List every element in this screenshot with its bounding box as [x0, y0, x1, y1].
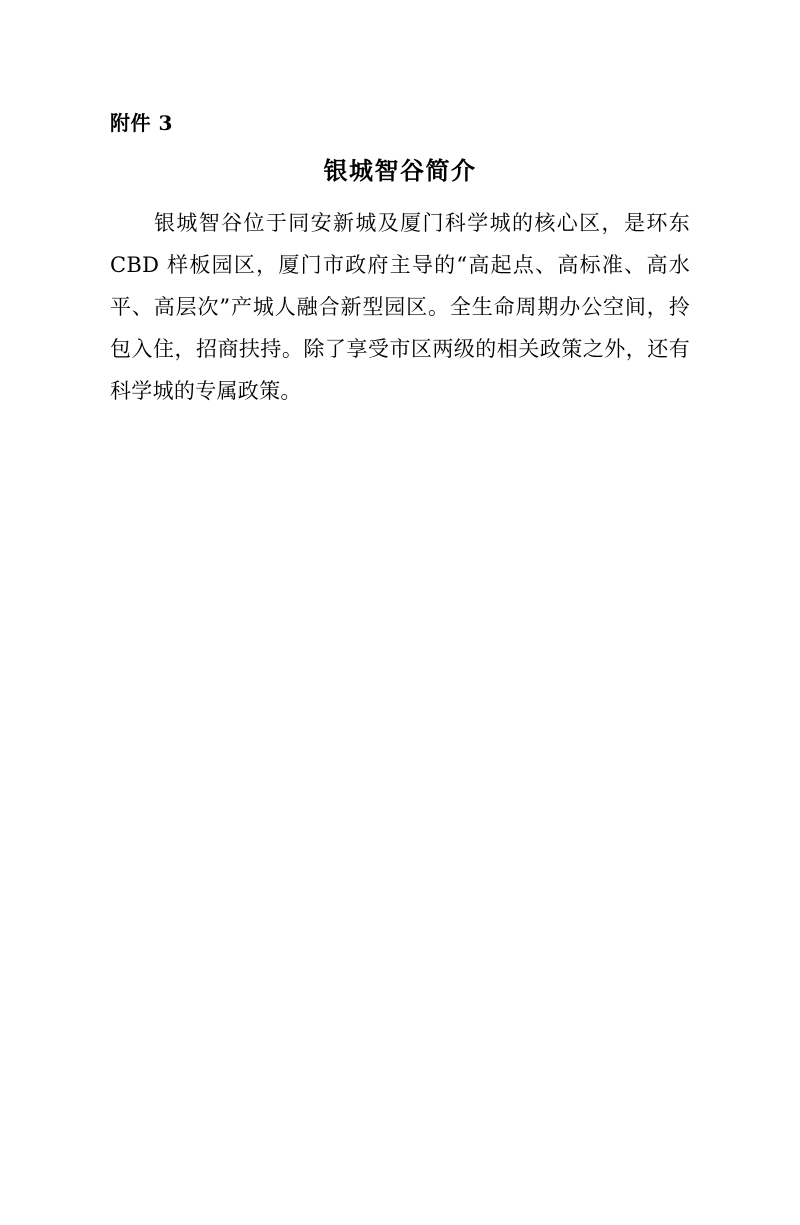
body-paragraph: 银城智谷位于同安新城及厦门科学城的核心区，是环东 CBD 样板园区，厦门市政府主导的“高起点、高标准、高水平、高层次”产城人融合新型园区。全生命周期办公空间，拎包入住，招商扶持。除了享受市区两级的相关政策之外，还有科学城的专属政策。 [110, 211, 690, 403]
document-content [110, 108, 690, 412]
page-title: 银城智谷简介 [323, 156, 477, 185]
attachment-label: 附件 3 [110, 111, 173, 135]
